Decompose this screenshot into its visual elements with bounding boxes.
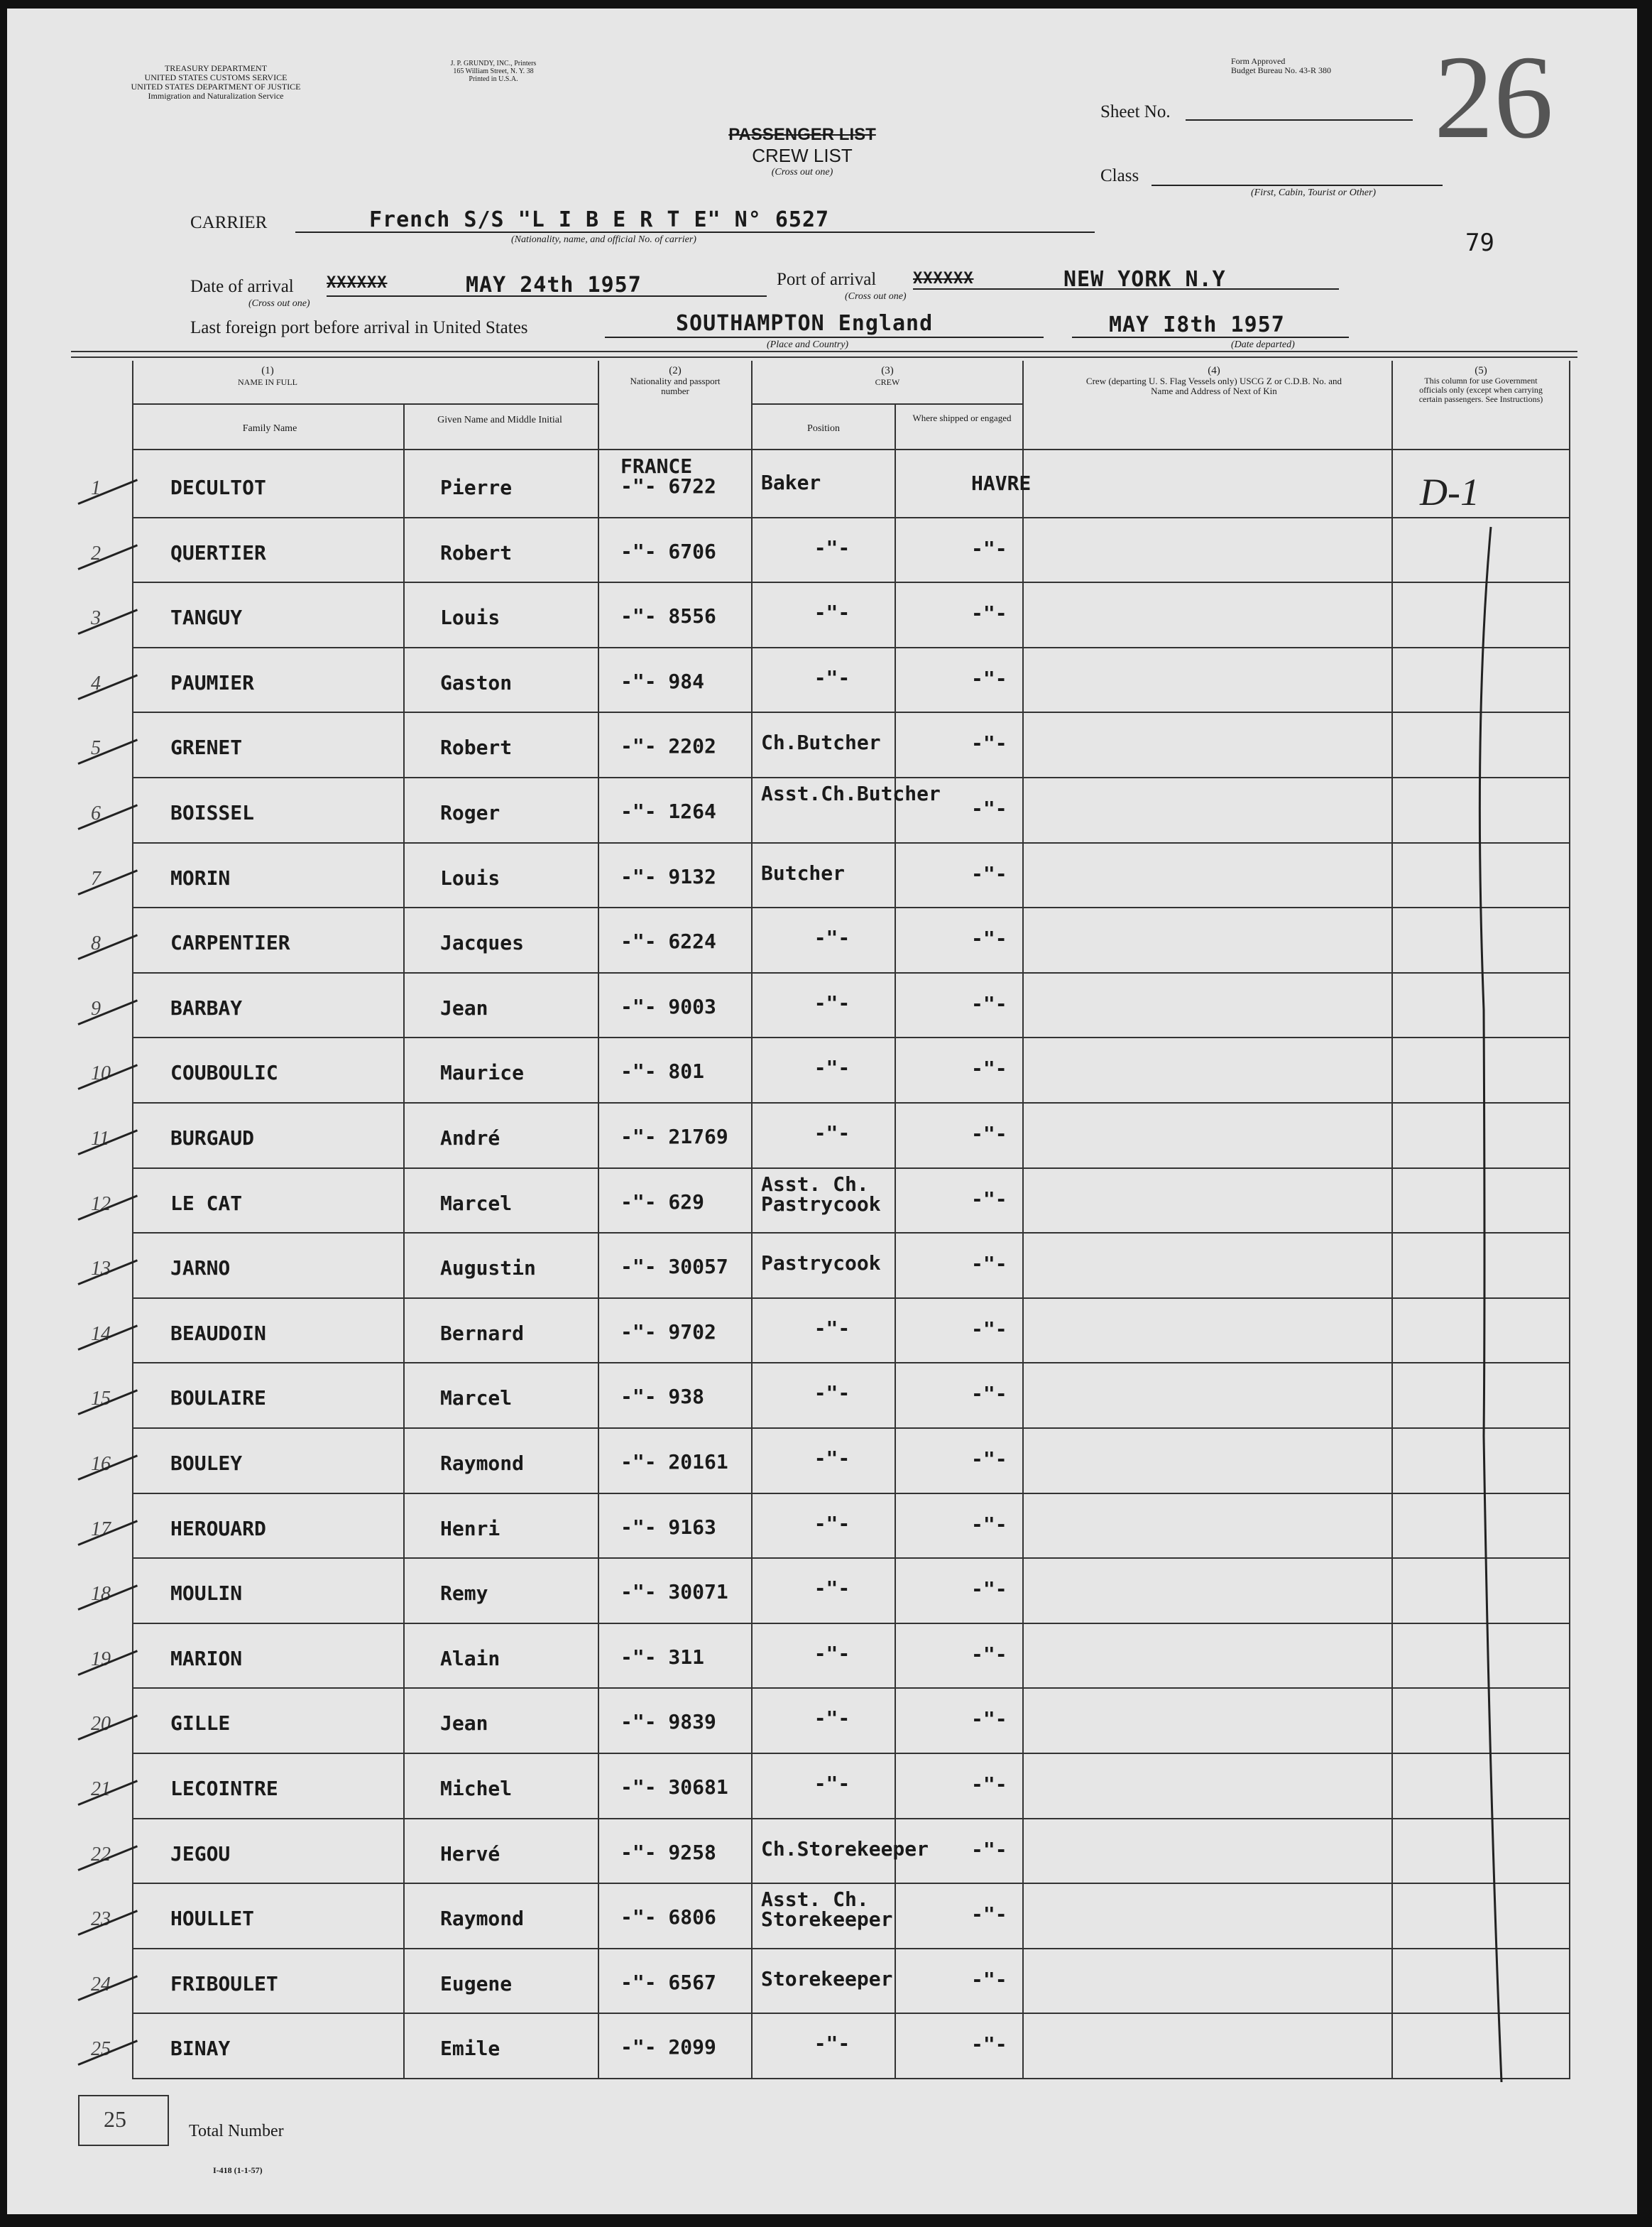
position-cell: Baker	[761, 471, 821, 494]
col3-heading	[753, 365, 1022, 388]
passport-cell: -"- 9839	[620, 1710, 716, 1733]
shipped-cell: -"-	[971, 2032, 1007, 2056]
family-name-cell: TANGUY	[170, 606, 243, 629]
row-rule	[132, 972, 1569, 974]
family-name-cell: BOISSEL	[170, 801, 255, 824]
row-rule	[132, 1883, 1569, 1884]
col4-num: (4)	[1208, 365, 1220, 376]
position-cell: Pastrycook	[761, 1251, 881, 1275]
shipped-cell: -"-	[971, 992, 1007, 1016]
row-rule	[132, 2013, 1569, 2014]
col-divider	[1391, 361, 1393, 2079]
carrier-underline	[295, 232, 1095, 233]
given-name-cell: Raymond	[440, 1452, 525, 1475]
shipped-cell: -"-	[971, 731, 1007, 755]
given-name-cell: Marcel	[440, 1386, 513, 1410]
shipped-cell: -"-	[971, 1773, 1007, 1796]
passport-cell: -"- 801	[620, 1060, 705, 1083]
arrival-port-value: NEW YORK N.Y	[1063, 267, 1226, 292]
col-divider	[1569, 361, 1570, 2079]
form-approved	[1231, 57, 1331, 75]
arrival-date-note: (Cross out one)	[248, 298, 310, 309]
shipped-cell: -"-	[971, 537, 1007, 560]
position-cell: -"-	[814, 1642, 850, 1665]
row-rule	[132, 907, 1569, 908]
position-cell: -"-	[814, 1056, 850, 1079]
arrival-date-underline	[327, 295, 767, 297]
passport-cell: -"- 8556	[620, 604, 716, 628]
family-name-cell: DECULTOT	[170, 476, 266, 499]
position-cell: Asst. Ch. Storekeeper	[761, 1888, 893, 1931]
family-name-cell: FRIBOULET	[170, 1972, 278, 1995]
passport-cell: -"- 9163	[620, 1515, 716, 1539]
row-number: 2	[91, 543, 101, 565]
shipped-cell: -"-	[971, 667, 1007, 690]
passport-cell: -"- 6806	[620, 1905, 716, 1929]
position-cell: -"-	[814, 1772, 850, 1795]
row-rule	[132, 777, 1569, 778]
given-name-cell: Robert	[440, 736, 513, 759]
carrier-note: (Nationality, name, and official No. of carrier)	[511, 234, 696, 245]
given-name-cell: Bernard	[440, 1322, 525, 1345]
given-name-cell: André	[440, 1126, 500, 1150]
row-rule	[132, 1362, 1569, 1363]
row-number: 20	[91, 1713, 111, 1735]
passport-cell: -"- 6567	[620, 1971, 716, 1994]
col-divider	[403, 405, 405, 2079]
passport-cell: -"- 30681	[620, 1775, 728, 1799]
given-name-cell: Marcel	[440, 1192, 513, 1215]
printer-line: Printed in U.S.A.	[469, 75, 518, 83]
given-name-cell: Jean	[440, 1711, 488, 1735]
row-rule	[132, 1167, 1569, 1169]
given-name-cell: Eugene	[440, 1972, 513, 1995]
col4-heading	[1072, 365, 1356, 396]
shipped-cell: -"-	[971, 797, 1007, 820]
position-cell: -"-	[814, 536, 850, 560]
position-cell: -"-	[814, 1121, 850, 1145]
row-rule	[132, 582, 1569, 583]
passport-cell: -"- 984	[620, 670, 705, 693]
position-cell: -"-	[814, 926, 850, 949]
given-name-cell: Louis	[440, 866, 500, 890]
agency-block	[60, 64, 372, 101]
row-rule	[132, 647, 1569, 648]
row-rule	[132, 1102, 1569, 1104]
family-name-cell: HEROUARD	[170, 1517, 266, 1540]
row-number: 22	[91, 1844, 111, 1866]
shipped-cell: -"-	[971, 1317, 1007, 1341]
row-check-mark	[77, 934, 138, 959]
row-rule	[132, 712, 1569, 713]
col1-title: NAME IN FULL	[238, 377, 297, 387]
col2-title: Nationality and passport number	[630, 376, 721, 396]
family-name-cell: BOULEY	[170, 1452, 243, 1475]
row-check-mark	[77, 479, 138, 504]
passport-cell: -"- 2202	[620, 734, 716, 758]
position-cell: -"-	[814, 1447, 850, 1470]
total-value: 25	[104, 2106, 126, 2132]
arrival-date-value: MAY 24th 1957	[466, 273, 642, 298]
printer-block	[405, 60, 582, 83]
position-cell: -"-	[814, 991, 850, 1015]
arrival-date-label: Date of arrival	[190, 277, 294, 296]
shipped-cell: HAVRE	[971, 472, 1032, 495]
shipped-cell: -"-	[971, 1968, 1007, 1991]
form-approved-line: Budget Bureau No. 43-R 380	[1231, 65, 1331, 75]
title-block	[717, 125, 887, 178]
row-number: 10	[91, 1062, 111, 1084]
given-name-cell: Pierre	[440, 476, 513, 499]
given-name-cell: Raymond	[440, 1907, 525, 1930]
passport-cell: -"- 629	[620, 1190, 705, 1214]
table-top-rule	[71, 351, 1577, 352]
row-number: 24	[91, 1973, 111, 1995]
row-number: 18	[91, 1583, 111, 1605]
passport-cell: -"- 30057	[620, 1255, 728, 1278]
class-underline	[1152, 185, 1443, 186]
shipped-cell: -"-	[971, 1577, 1007, 1601]
row-number: 23	[91, 1908, 111, 1930]
total-label: Total Number	[189, 2122, 284, 2140]
row-number: 25	[91, 2038, 111, 2060]
position-cell: -"-	[814, 1381, 850, 1405]
table-top-rule-2	[71, 356, 1577, 358]
family-name-cell: CARPENTIER	[170, 931, 290, 954]
total-box	[78, 2095, 169, 2146]
family-name-cell: GRENET	[170, 736, 243, 759]
last-port-label: Last foreign port before arrival in United States	[190, 318, 528, 337]
printer-line: J. P. GRUNDY, INC., Printers	[450, 60, 537, 67]
row-number: 16	[91, 1453, 111, 1475]
family-name-cell: MOULIN	[170, 1581, 243, 1605]
row-number: 8	[91, 932, 101, 954]
header-bottom-rule	[132, 449, 1569, 450]
family-name-cell: BINAY	[170, 2037, 231, 2060]
passport-cell: -"- 20161	[620, 1450, 728, 1474]
position-cell: Asst. Ch. Pastrycook	[761, 1172, 881, 1216]
family-name-cell: COUBOULIC	[170, 1061, 278, 1084]
given-name-cell: Gaston	[440, 671, 513, 695]
class-note: (First, Cabin, Tourist or Other)	[1251, 187, 1377, 198]
row-number: 21	[91, 1778, 111, 1800]
col4-title: Crew (departing U. S. Flag Vessels only) USCG Z or C.D.B. No. and Name and Address of Next of Kin	[1085, 376, 1342, 396]
row-rule	[132, 1753, 1569, 1754]
col3-title: CREW	[875, 377, 900, 387]
row-check-mark	[77, 544, 138, 570]
row-number: 3	[91, 607, 101, 629]
subheader-rule	[132, 403, 598, 405]
given-name-cell: Hervé	[440, 1842, 500, 1866]
class-label: Class	[1100, 166, 1139, 185]
shipped-cell: -"-	[971, 1643, 1007, 1666]
given-name-cell: Henri	[440, 1517, 500, 1540]
departed-value: MAY I8th 1957	[1109, 312, 1285, 337]
row-number: 9	[91, 998, 101, 1020]
row-check-mark	[77, 674, 138, 699]
row-rule	[132, 1948, 1569, 1949]
shipped-cell: -"-	[971, 1447, 1007, 1471]
row-check-mark	[77, 869, 138, 895]
given-name-cell: Louis	[440, 606, 500, 629]
row-number: 17	[91, 1518, 111, 1540]
shipped-cell: -"-	[971, 1902, 1007, 1926]
agency-line: UNITED STATES CUSTOMS SERVICE	[144, 72, 288, 82]
carrier-value: French S/S "L I B E R T E" N° 6527	[369, 207, 830, 232]
arrival-port-label: Port of arrival	[777, 270, 877, 289]
row-rule	[132, 1818, 1569, 1819]
shipped-cell: -"-	[971, 1838, 1007, 1861]
family-name-cell: LECOINTRE	[170, 1777, 278, 1800]
family-name-cell: LE CAT	[170, 1192, 243, 1215]
row-rule	[132, 1623, 1569, 1624]
row-rule	[132, 1297, 1569, 1299]
given-name-cell: Alain	[440, 1647, 500, 1670]
family-name-cell: BARBAY	[170, 996, 243, 1020]
carrier-label: CARRIER	[190, 213, 268, 232]
last-port-note: (Place and Country)	[767, 339, 849, 350]
given-name-cell: Michel	[440, 1777, 513, 1800]
row-number: 11	[91, 1128, 109, 1150]
passport-cell: -"- 6722	[620, 474, 716, 498]
passport-cell: -"- 2099	[620, 2035, 716, 2059]
col5-num: (5)	[1475, 365, 1487, 376]
departed-underline	[1072, 337, 1349, 338]
position-cell: -"-	[814, 1706, 850, 1730]
position-cell: Asst.Ch.Butcher	[761, 782, 941, 805]
shipped-cell: -"-	[971, 1057, 1007, 1080]
family-name-cell: JEGOU	[170, 1842, 231, 1866]
family-name-cell: GILLE	[170, 1711, 231, 1735]
row-rule	[132, 1037, 1569, 1038]
position-cell: Storekeeper	[761, 1967, 893, 1991]
agency-line: TREASURY DEPARTMENT	[164, 63, 268, 73]
position-cell: -"-	[814, 1577, 850, 1600]
shipped-cell: -"-	[971, 1513, 1007, 1536]
crew-list-document	[7, 9, 1637, 2214]
given-name-cell: Maurice	[440, 1061, 525, 1084]
page-number: 79	[1465, 229, 1494, 257]
col1-given-heading: Given Name and Middle Initial	[437, 415, 562, 425]
row-number: 6	[91, 802, 101, 824]
shipped-cell: -"-	[971, 1252, 1007, 1275]
title-note: (Cross out one)	[771, 167, 833, 178]
row-number: 14	[91, 1323, 111, 1345]
passport-cell: -"- 938	[620, 1385, 705, 1408]
doc-title: CREW LIST	[752, 145, 853, 166]
row-rule	[132, 1687, 1569, 1689]
row-number: 1	[91, 477, 101, 499]
agency-line: UNITED STATES DEPARTMENT OF JUSTICE	[131, 82, 301, 92]
shipped-cell: -"-	[971, 601, 1007, 625]
col5-title: This column for use Government officials only (except when carrying certain passengers. See Instructions)	[1418, 376, 1543, 404]
row-number: 7	[91, 868, 101, 890]
row-rule	[132, 1232, 1569, 1234]
row-number: 15	[91, 1388, 111, 1410]
family-name-cell: BURGAUD	[170, 1126, 255, 1150]
row-rule	[132, 1557, 1569, 1559]
family-name-cell: MARION	[170, 1647, 243, 1670]
last-port-value: SOUTHAMPTON England	[676, 311, 934, 336]
sheet-label: Sheet No.	[1100, 102, 1171, 121]
passport-cell: -"- 1264	[620, 800, 716, 823]
arrival-port-struck: XXXXXX	[913, 270, 974, 288]
col-divider	[1022, 361, 1024, 2079]
row-number: 13	[91, 1258, 111, 1280]
row-check-mark	[77, 739, 138, 764]
position-cell: Butcher	[761, 861, 846, 885]
form-approved-line: Form Approved	[1231, 56, 1286, 66]
col1-family-heading: Family Name	[242, 423, 297, 434]
position-cell: -"-	[814, 2032, 850, 2055]
col2-heading	[601, 365, 750, 396]
position-cell: Ch.Storekeeper	[761, 1837, 929, 1861]
position-cell: -"-	[814, 666, 850, 690]
given-name-cell: Augustin	[440, 1256, 536, 1280]
row-rule	[132, 1427, 1569, 1429]
position-cell: -"-	[814, 1317, 850, 1340]
row-rule	[132, 1493, 1569, 1494]
passport-cell: -"- 6224	[620, 930, 716, 953]
nationality-cell: FRANCE	[620, 454, 693, 478]
col-divider	[751, 361, 753, 2079]
family-name-cell: BEAUDOIN	[170, 1322, 266, 1345]
row-check-mark	[77, 609, 138, 634]
row-number: 19	[91, 1648, 111, 1670]
given-name-cell: Jean	[440, 996, 488, 1020]
shipped-cell: -"-	[971, 862, 1007, 886]
given-name-cell: Remy	[440, 1581, 488, 1605]
arrival-date-struck: XXXXXX	[327, 274, 388, 292]
family-name-cell: QUERTIER	[170, 541, 266, 565]
shipped-cell: -"-	[971, 1187, 1007, 1211]
col1-heading	[132, 365, 403, 388]
agency-line: Immigration and Naturalization Service	[148, 91, 284, 101]
arrival-port-underline	[913, 288, 1339, 290]
position-cell: Ch.Butcher	[761, 731, 881, 754]
row-rule	[132, 2078, 1569, 2079]
family-name-cell: PAUMIER	[170, 671, 255, 695]
passport-cell: -"- 9132	[620, 865, 716, 888]
sheet-number-stamp: 26	[1434, 31, 1553, 163]
given-name-cell: Jacques	[440, 931, 525, 954]
official-vertical-line	[1434, 513, 1548, 2089]
subheader-rule	[751, 403, 1022, 405]
shipped-cell: -"-	[971, 1707, 1007, 1731]
row-check-mark	[77, 999, 138, 1025]
shipped-cell: -"-	[971, 1382, 1007, 1405]
col-divider	[895, 405, 896, 2079]
row-number: 12	[91, 1193, 111, 1215]
row-number: 5	[91, 737, 101, 759]
form-code: I-418 (1-1-57)	[213, 2165, 263, 2175]
col-divider	[598, 361, 599, 2079]
last-port-underline	[605, 337, 1044, 338]
given-name-cell: Roger	[440, 801, 500, 824]
row-number: 4	[91, 673, 101, 695]
row-rule	[132, 517, 1569, 518]
row-check-mark	[77, 804, 138, 829]
official-mark: D-1	[1420, 471, 1479, 513]
passport-cell: -"- 30071	[620, 1580, 728, 1603]
printer-line: 165 William Street, N. Y. 38	[453, 67, 534, 75]
col5-heading	[1399, 365, 1563, 404]
row-rule	[132, 842, 1569, 844]
passport-cell: -"- 9702	[620, 1320, 716, 1344]
passport-cell: -"- 21769	[620, 1125, 728, 1148]
passport-cell: -"- 6706	[620, 540, 716, 563]
position-cell: -"-	[814, 601, 850, 624]
passport-cell: -"- 9258	[620, 1841, 716, 1864]
family-name-cell: MORIN	[170, 866, 231, 890]
position-cell: -"-	[814, 1512, 850, 1535]
col1-num: (1)	[261, 365, 274, 376]
given-name-cell: Robert	[440, 541, 513, 565]
col3-position-heading: Position	[807, 423, 840, 434]
col-divider	[132, 361, 133, 2079]
sheet-underline	[1186, 119, 1413, 121]
struck-title: PASSENGER LIST	[728, 125, 876, 144]
shipped-cell: -"-	[971, 927, 1007, 950]
col2-num: (2)	[669, 365, 682, 376]
shipped-cell: -"-	[971, 1122, 1007, 1145]
family-name-cell: JARNO	[170, 1256, 231, 1280]
col3-shipped-heading: Where shipped or engaged	[912, 413, 1012, 423]
col3-num: (3)	[881, 365, 894, 376]
passport-cell: -"- 311	[620, 1645, 705, 1669]
passport-cell: -"- 9003	[620, 995, 716, 1018]
arrival-port-note: (Cross out one)	[845, 291, 907, 302]
family-name-cell: HOULLET	[170, 1907, 255, 1930]
departed-note: (Date departed)	[1231, 339, 1295, 350]
given-name-cell: Emile	[440, 2037, 500, 2060]
family-name-cell: BOULAIRE	[170, 1386, 266, 1410]
